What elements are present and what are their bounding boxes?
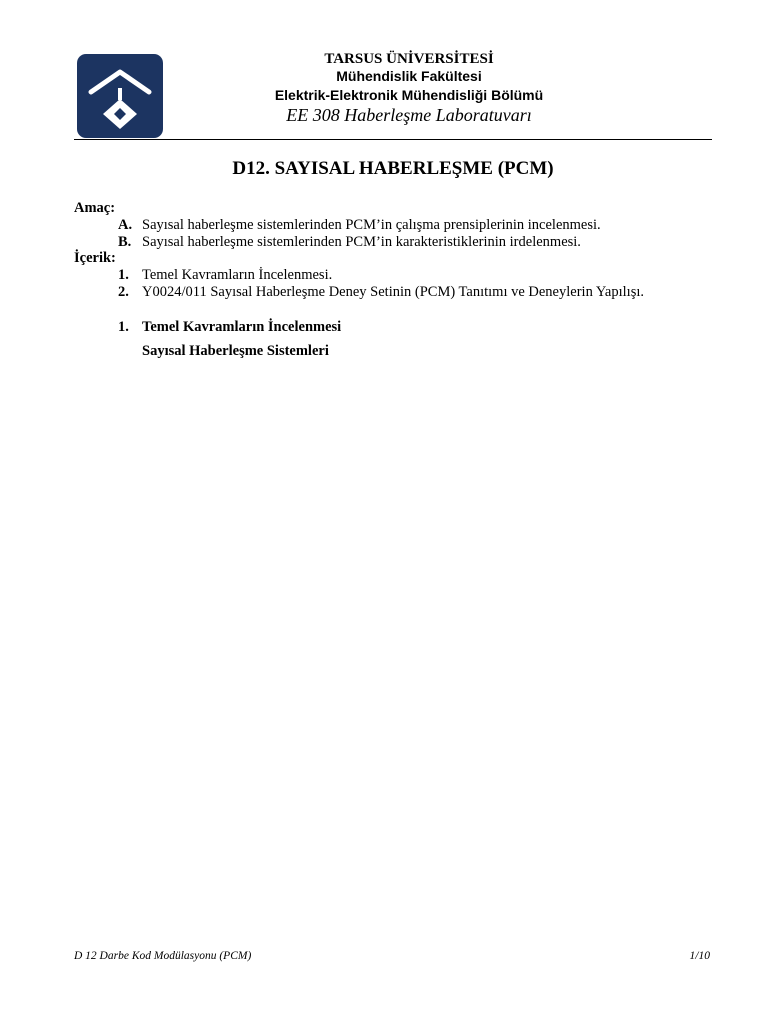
faculty-name: Mühendislik Fakültesi: [336, 68, 482, 84]
department-name: Elektrik-Elektronik Mühendisliği Bölümü: [274, 87, 544, 103]
list-item-text: Temel Kavramların İncelenmesi.: [142, 267, 333, 283]
list-marker: B.: [118, 234, 132, 250]
amac-label: Amaç:: [74, 200, 116, 216]
document-title: D12. SAYISAL HABERLEŞME (PCM): [232, 158, 554, 179]
icerik-item: [118, 267, 332, 284]
lab-name: EE 308 Haberleşme Laboratuvarı: [286, 105, 532, 125]
amac-item: [118, 217, 601, 234]
list-marker: 1.: [118, 267, 129, 283]
university-name: TARSUS ÜNİVERSİTESİ: [324, 51, 494, 67]
list-item-text: Sayısal haberleşme sistemlerinden PCM’in çalışma prensiplerinin incelenmesi.: [142, 217, 601, 233]
icerik-label: İçerik:: [74, 250, 116, 266]
icerik-item: [118, 284, 644, 301]
footer-title: D 12 Darbe Kod Modülasyonu (PCM): [74, 950, 252, 962]
subsection-heading: Sayısal Haberleşme Sistemleri: [142, 343, 329, 359]
section-marker: 1.: [118, 319, 129, 335]
header-divider: [74, 139, 712, 140]
list-item-text: Sayısal haberleşme sistemlerinden PCM’in karakteristiklerinin irdelenmesi.: [142, 234, 581, 250]
list-marker: 2.: [118, 284, 129, 300]
list-item-text: Y0024/011 Sayısal Haberleşme Deney Setinin (PCM) Tanıtımı ve Deneylerin Yapılışı.: [142, 284, 644, 300]
list-marker: A.: [118, 217, 133, 233]
section-heading-text: Temel Kavramların İncelenmesi: [142, 319, 342, 335]
section-heading: [118, 319, 341, 336]
amac-item: [118, 234, 581, 251]
page-number: 1/10: [689, 950, 710, 962]
